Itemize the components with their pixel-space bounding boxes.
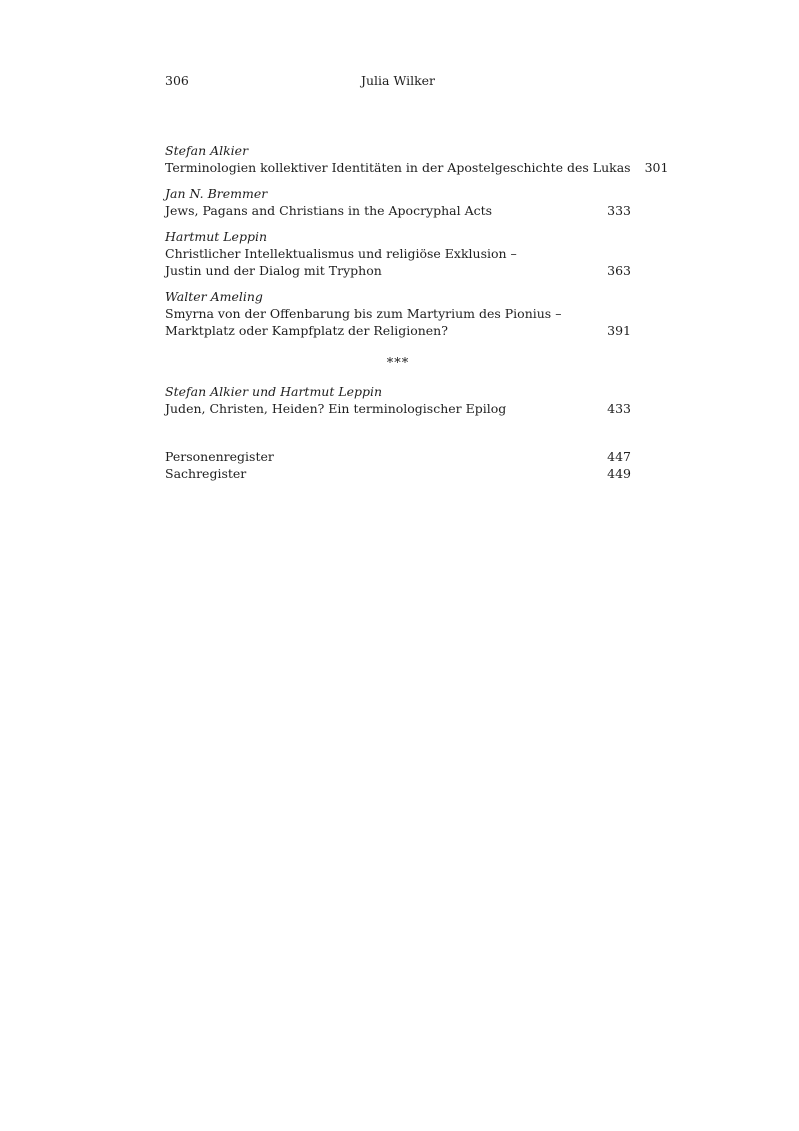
toc-entry-author: Stefan Alkier und Hartmut Leppin xyxy=(165,384,383,399)
toc-entry-title: Smyrna von der Offenbarung bis zum Martyrium des Pionius – xyxy=(165,306,562,321)
toc-entry-title-line xyxy=(165,202,631,219)
toc-entry-page: 301 xyxy=(644,160,669,175)
toc-entry xyxy=(165,383,631,417)
toc-entry-page: 391 xyxy=(607,323,631,338)
section-separator: *** xyxy=(386,356,410,371)
back-matter-entry xyxy=(165,465,631,482)
back-matter-page: 449 xyxy=(607,466,631,481)
toc-entry xyxy=(165,228,631,279)
toc-entry-title-line xyxy=(165,262,631,279)
toc-entry xyxy=(165,185,631,219)
toc-entry-title-line xyxy=(165,322,631,339)
toc-entry-title-line xyxy=(165,159,669,176)
toc-entry-title-line xyxy=(165,245,631,262)
toc-entry-title: Terminologien kollektiver Identitäten in der Apostelgeschichte des Lukas xyxy=(165,160,631,175)
toc-entry-page: 433 xyxy=(607,401,631,416)
table-of-contents xyxy=(165,142,669,482)
toc-entry xyxy=(165,142,669,176)
back-matter-title: Personenregister xyxy=(165,449,274,464)
running-title: Julia Wilker xyxy=(360,73,436,88)
page-number: 306 xyxy=(165,73,189,88)
back-matter-title: Sachregister xyxy=(165,466,247,481)
toc-entry-title-line xyxy=(165,400,631,417)
toc-entry-author: Stefan Alkier xyxy=(165,143,249,158)
toc-entry-title: Christlicher Intellektualismus und religiöse Exklusion – xyxy=(165,246,517,261)
back-matter-page: 447 xyxy=(607,449,631,464)
toc-entry-title: Jews, Pagans and Christians in the Apocryphal Acts xyxy=(165,203,493,218)
toc-entry-author: Hartmut Leppin xyxy=(165,229,268,244)
toc-entry-title: Marktplatz oder Kampfplatz der Religionen? xyxy=(165,323,448,338)
back-matter-entry xyxy=(165,448,631,465)
running-header xyxy=(165,73,631,89)
toc-entry-title-line xyxy=(165,305,631,322)
back-matter-list xyxy=(165,448,631,482)
toc-entry-title: Juden, Christen, Heiden? Ein terminologischer Epilog xyxy=(165,401,507,416)
toc-entry-title: Justin und der Dialog mit Tryphon xyxy=(165,263,382,278)
toc-entry-author: Jan N. Bremmer xyxy=(165,186,268,201)
toc-entry-page: 363 xyxy=(607,263,631,278)
toc-entry xyxy=(165,288,631,339)
toc-entry-page: 333 xyxy=(607,203,631,218)
toc-entry-author: Walter Ameling xyxy=(165,289,263,304)
